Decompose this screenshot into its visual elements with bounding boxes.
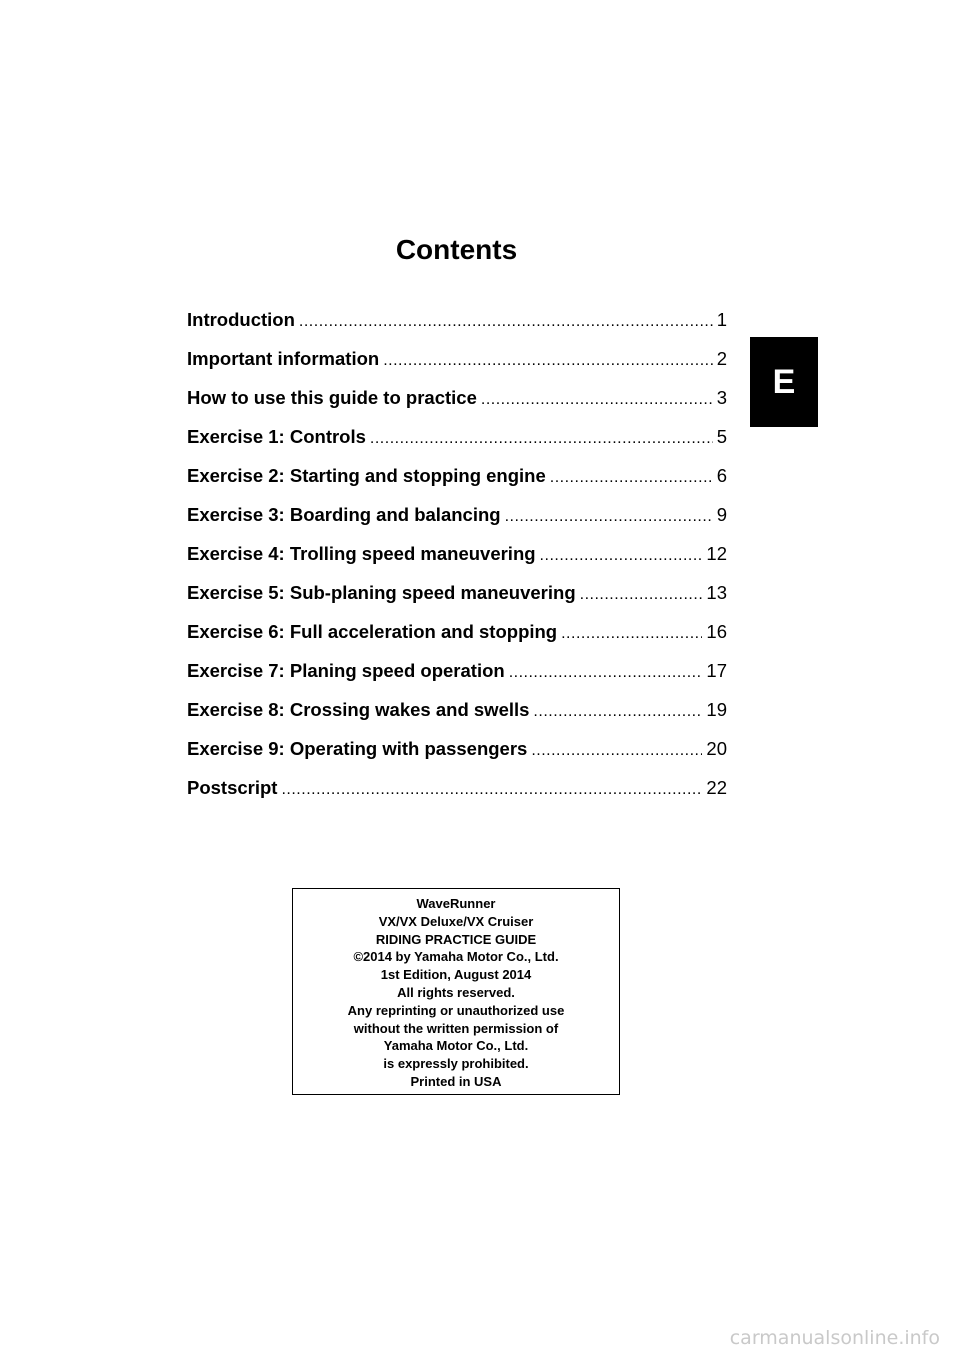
- notice-line: WaveRunner: [416, 896, 496, 911]
- notice-line: All rights reserved.: [397, 984, 515, 1000]
- toc-leader-dots: [533, 703, 702, 721]
- toc-entry-page: 5: [716, 426, 727, 447]
- toc-entry-label: Important information: [187, 348, 380, 369]
- toc-entry[interactable]: [187, 426, 727, 465]
- toc-entry-page: 20: [706, 738, 727, 759]
- toc-entry[interactable]: [187, 465, 727, 504]
- toc-leader-dots: [531, 742, 702, 760]
- toc-entry-label: Exercise 2: Starting and stopping engine: [187, 465, 546, 486]
- toc-leader-dots: [550, 469, 713, 487]
- toc-entry-label: How to use this guide to practice: [187, 387, 477, 408]
- section-tab: E: [750, 337, 818, 427]
- toc-entry[interactable]: [187, 387, 727, 426]
- toc-entry[interactable]: [187, 309, 727, 348]
- toc-entry[interactable]: [187, 621, 727, 660]
- toc-entry-label: Exercise 6: Full acceleration and stopping: [187, 621, 558, 642]
- toc-entry[interactable]: [187, 582, 727, 621]
- toc-leader-dots: [383, 352, 713, 370]
- page-title: Contents: [395, 234, 518, 265]
- table-of-contents: [187, 309, 727, 816]
- toc-leader-dots: [509, 664, 703, 682]
- toc-entry-page: 2: [716, 348, 727, 369]
- toc-entry[interactable]: [187, 543, 727, 582]
- toc-leader-dots: [370, 430, 713, 448]
- notice-line: Printed in USA: [410, 1073, 502, 1089]
- toc-leader-dots: [505, 508, 713, 526]
- toc-entry-label: Exercise 8: Crossing wakes and swells: [187, 699, 530, 720]
- notice-line: 1st Edition, August 2014: [380, 967, 532, 983]
- toc-entry-page: 1: [716, 309, 727, 330]
- toc-leader-dots: [281, 781, 702, 799]
- toc-entry[interactable]: [187, 699, 727, 738]
- toc-leader-dots: [299, 313, 713, 331]
- toc-entry-label: Introduction: [187, 309, 295, 330]
- toc-leader-dots: [561, 625, 702, 643]
- notice-line: Yamaha Motor Co., Ltd.: [383, 1038, 529, 1054]
- copyright-notice-box: [292, 888, 620, 1095]
- toc-entry-label: Exercise 9: Operating with passengers: [187, 738, 528, 759]
- toc-entry-page: 16: [706, 621, 727, 642]
- toc-entry-page: 6: [716, 465, 727, 486]
- notice-line: VX/VX Deluxe/VX Cruiser: [378, 913, 534, 929]
- toc-entry-label: Exercise 4: Trolling speed maneuvering: [187, 543, 536, 564]
- toc-entry[interactable]: [187, 738, 727, 777]
- watermark: carmanualsonline.info: [729, 1327, 940, 1349]
- toc-leader-dots: [540, 547, 703, 565]
- toc-entry[interactable]: [187, 777, 727, 816]
- toc-entry-page: 17: [706, 660, 727, 681]
- notice-line: is expressly prohibited.: [383, 1056, 529, 1072]
- toc-entry-label: Postscript: [187, 777, 278, 798]
- notice-line: without the written permission of: [353, 1020, 559, 1036]
- toc-entry-label: Exercise 5: Sub-planing speed maneuvering: [187, 582, 576, 603]
- toc-leader-dots: [481, 391, 713, 409]
- toc-entry-page: 13: [706, 582, 727, 603]
- toc-entry-page: 19: [706, 699, 727, 720]
- notice-line: RIDING PRACTICE GUIDE: [375, 931, 537, 947]
- toc-entry-page: 22: [706, 777, 727, 798]
- toc-entry-page: 12: [706, 543, 727, 564]
- toc-entry-page: 3: [716, 387, 727, 408]
- toc-entry[interactable]: [187, 660, 727, 699]
- notice-line: Any reprinting or unauthorized use: [347, 1002, 565, 1018]
- notice-line: ©2014 by Yamaha Motor Co., Ltd.: [353, 949, 559, 965]
- toc-entry-label: Exercise 1: Controls: [187, 426, 366, 447]
- toc-leader-dots: [580, 586, 703, 604]
- toc-entry-label: Exercise 7: Planing speed operation: [187, 660, 505, 681]
- toc-entry[interactable]: [187, 348, 727, 387]
- toc-entry[interactable]: [187, 504, 727, 543]
- toc-entry-page: 9: [716, 504, 727, 525]
- toc-entry-label: Exercise 3: Boarding and balancing: [187, 504, 501, 525]
